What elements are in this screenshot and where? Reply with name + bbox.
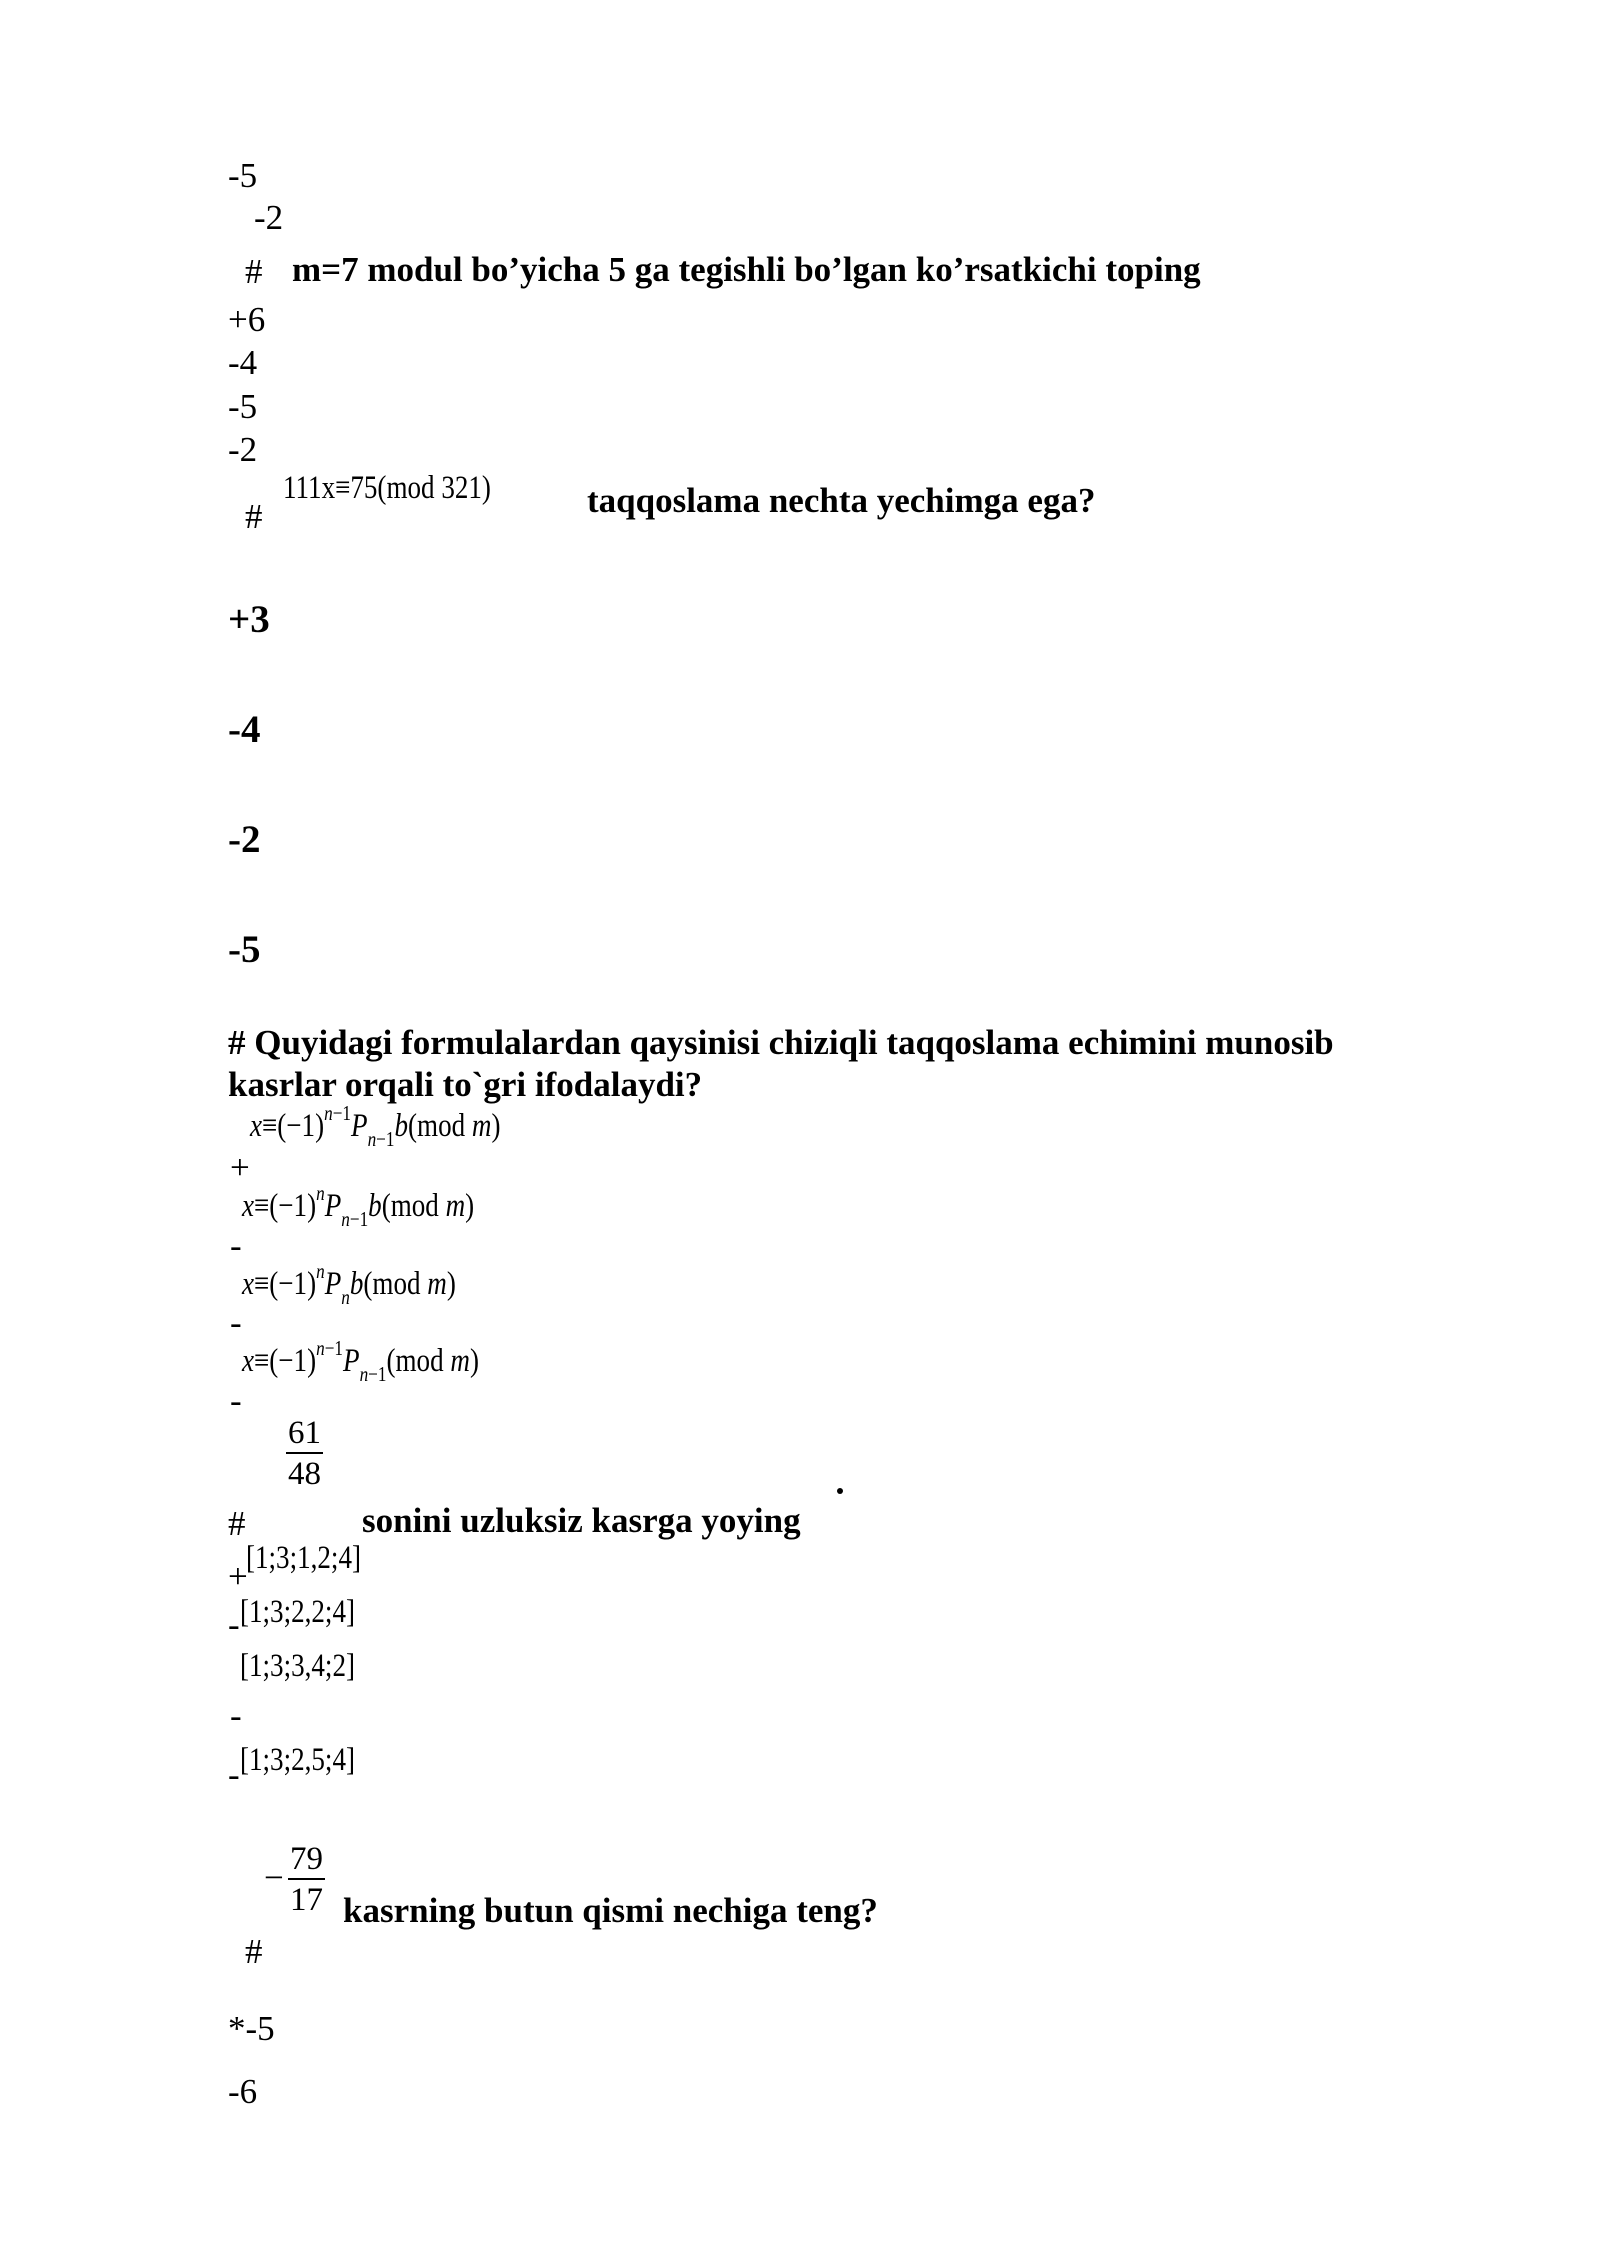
option-marker: - bbox=[230, 1303, 242, 1342]
continued-fraction-option: [1;3;3,4;2] bbox=[240, 1648, 355, 1684]
continued-fraction-option: [1;3;1,2;4] bbox=[246, 1540, 361, 1576]
question-text: taqqoslama nechta yechimga ega? bbox=[587, 481, 1096, 520]
option-text: -5 bbox=[228, 928, 261, 971]
dot-mark bbox=[837, 1488, 843, 1494]
fraction bbox=[286, 1414, 323, 1494]
fraction-denominator: 48 bbox=[288, 1456, 321, 1492]
option-text: -5 bbox=[228, 156, 258, 195]
option-text: -6 bbox=[228, 2072, 258, 2111]
option-text: -5 bbox=[228, 387, 258, 426]
formula-option: $x\equiv(-1)^{n-1}P_{n-1}(mod$ m) bbox=[242, 1336, 479, 1386]
fraction-numerator: 61 bbox=[286, 1414, 323, 1454]
option-text: +6 bbox=[228, 300, 266, 339]
question-marker: # bbox=[245, 497, 263, 536]
option-text: -2 bbox=[228, 430, 258, 469]
question-text-continued: kasrlar orqali to`gri ifodalaydi? bbox=[228, 1065, 703, 1104]
fraction bbox=[288, 1840, 325, 1920]
option-marker: - bbox=[230, 1226, 242, 1265]
option-marker: - bbox=[230, 1696, 242, 1735]
formula-option: $x\equiv(-1)^nP_{n-1}b(mod$ m) bbox=[242, 1181, 475, 1231]
option-marker: + bbox=[230, 1148, 250, 1187]
option-text: -4 bbox=[228, 708, 261, 751]
formula-option: $x\equiv(-1)^{n-1}P_{n-1}b(mod$ m) bbox=[250, 1101, 501, 1151]
fraction-numerator: 79 bbox=[288, 1840, 325, 1880]
minus-sign: − bbox=[264, 1858, 284, 1897]
option-text: -2 bbox=[228, 818, 261, 861]
option-marker: - bbox=[228, 1605, 240, 1644]
option-text: +3 bbox=[228, 598, 270, 641]
question-marker: # bbox=[245, 1932, 263, 1971]
question-marker: # bbox=[245, 252, 263, 291]
question-text: kasrning butun qismi nechiga teng? bbox=[343, 1891, 878, 1930]
fraction-denominator: 17 bbox=[290, 1882, 323, 1918]
option-text: -4 bbox=[228, 343, 258, 382]
option-text: *-5 bbox=[228, 2009, 275, 2048]
option-marker: + bbox=[228, 1557, 248, 1596]
option-marker: - bbox=[230, 1381, 242, 1420]
formula-option: $x\equiv(-1)^nP_nb(mod$ m) bbox=[242, 1259, 456, 1309]
option-text: -2 bbox=[254, 198, 284, 237]
option-marker: - bbox=[228, 1755, 240, 1794]
question-text: sonini uzluksiz kasrga yoying bbox=[362, 1501, 801, 1540]
continued-fraction-option: [1;3;2,5;4] bbox=[240, 1742, 355, 1778]
question-text: # Quyidagi formulalardan qaysinisi chiziqli taqqoslama echimini munosib bbox=[228, 1023, 1334, 1062]
question-marker: # bbox=[228, 1504, 246, 1543]
question-text: m=7 modul bo’yicha 5 ga tegishli bo’lgan ko’rsatkichi toping bbox=[292, 250, 1201, 289]
continued-fraction-option: [1;3;2,2;4] bbox=[240, 1594, 355, 1630]
congruence-formula: 111x≡75(mod 321) bbox=[283, 470, 491, 506]
